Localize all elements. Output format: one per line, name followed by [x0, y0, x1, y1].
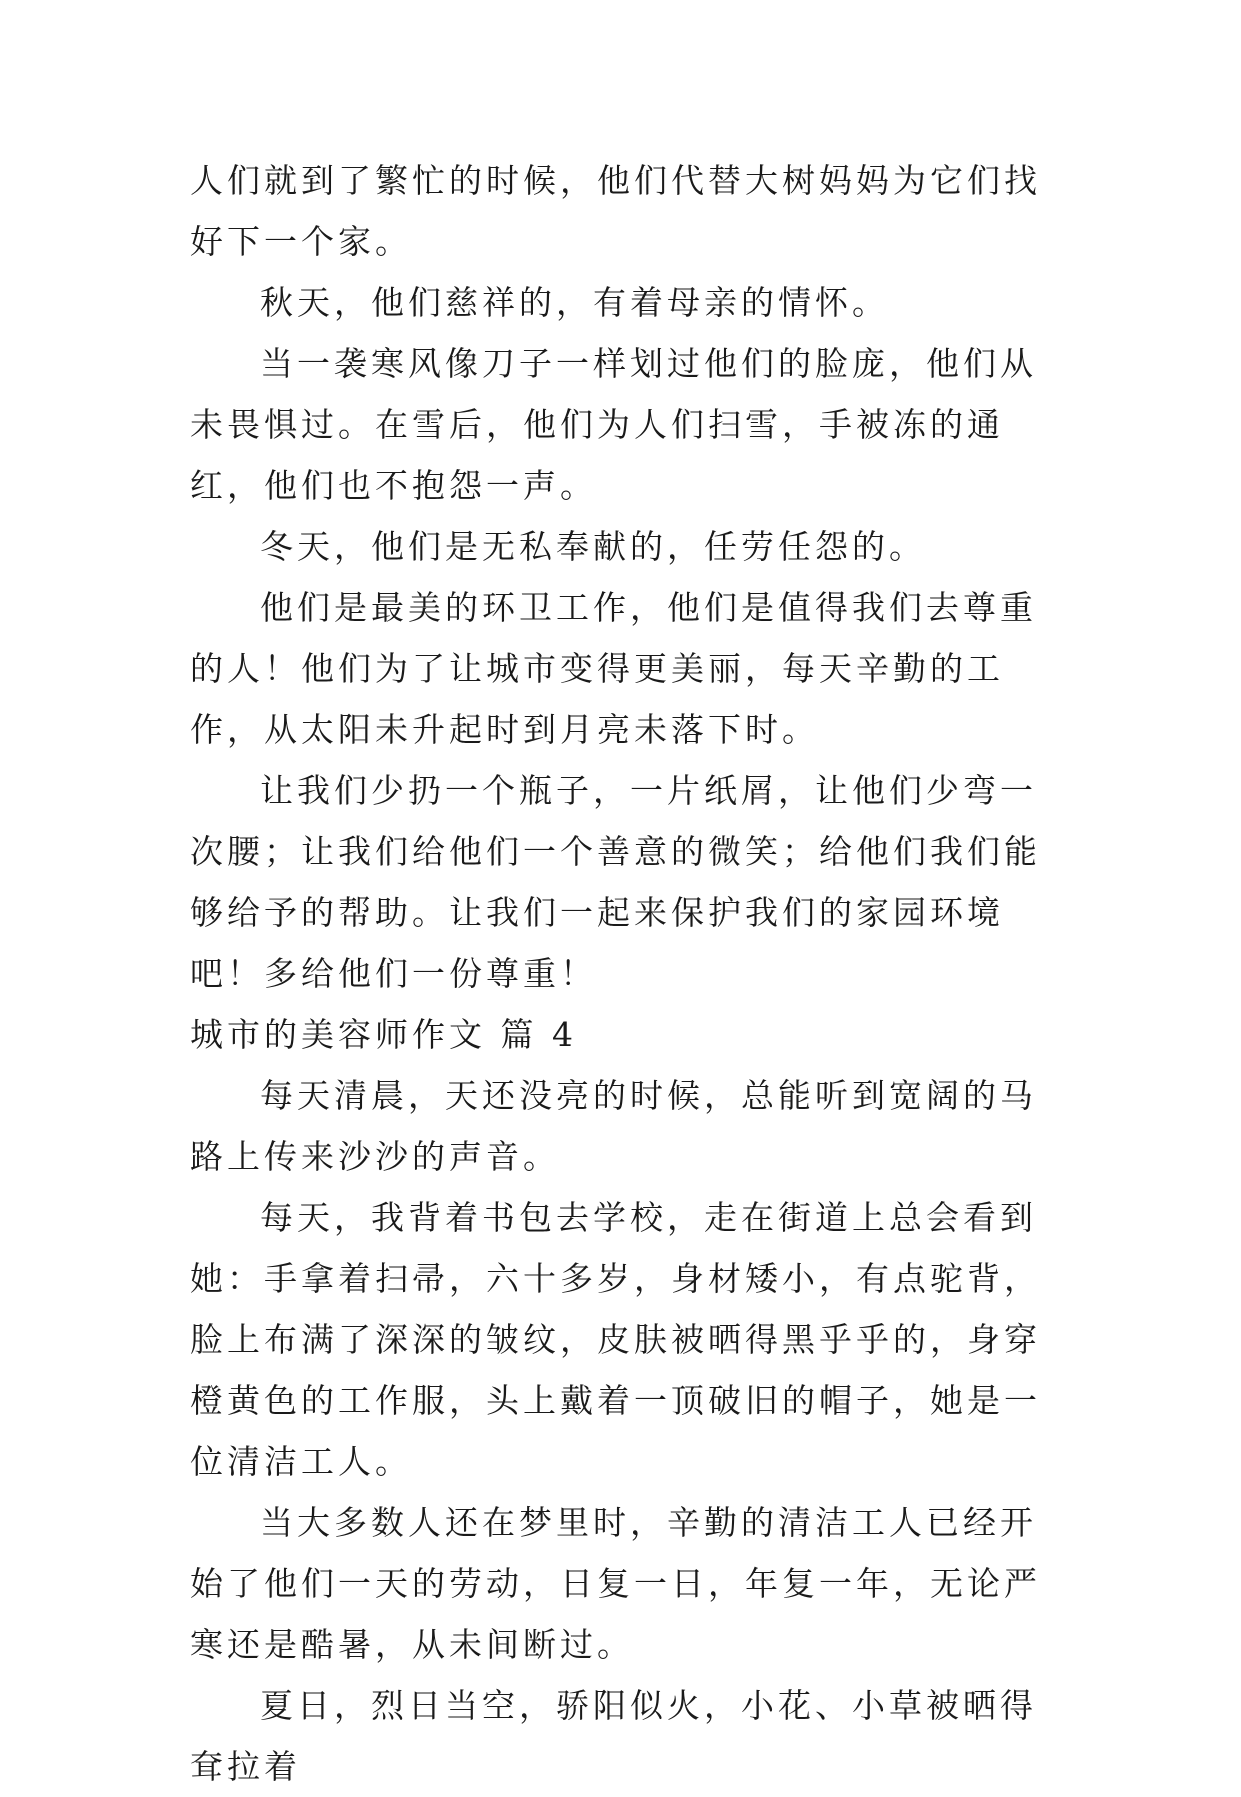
paragraph: 每天，我背着书包去学校，走在街道上总会看到她：手拿着扫帚，六十多岁，身材矮小，有点驼背，脸上布满了深深的皱纹，皮肤被晒得黑乎乎的，身穿橙黄色的工作服，头上戴着一顶破旧的帽子，她是一位清洁工人。: [190, 1198, 1041, 1481]
paragraph: 他们是最美的环卫工作，他们是值得我们去尊重的人！他们为了让城市变得更美丽，每天辛勤的工作，从太阳未升起时到月亮未落下时。: [190, 588, 1037, 749]
paragraph: 人们就到了繁忙的时候，他们代替大树妈妈为它们找好下一个家。: [190, 161, 1041, 261]
paragraph: 秋天，他们慈祥的，有着母亲的情怀。: [260, 283, 889, 322]
paragraph: 当大多数人还在梦里时，辛勤的清洁工人已经开始了他们一天的劳动，日复一日，年复一年，无论严寒还是酷暑，从未间断过。: [190, 1503, 1041, 1664]
paragraph: 夏日，烈日当空，骄阳似火，小花、小草被晒得耷拉着: [190, 1686, 1037, 1786]
document-body: [190, 150, 1070, 1797]
paragraph: 当一袭寒风像刀子一样划过他们的脸庞，他们从未畏惧过。在雪后，他们为人们扫雪，手被冻的通红，他们也不抱怨一声。: [190, 344, 1037, 505]
section-heading: 城市的美容师作文 篇 4: [190, 1015, 577, 1054]
paragraph: 冬天，他们是无私奉献的，任劳任怨的。: [260, 527, 926, 566]
paragraph: 让我们少扔一个瓶子，一片纸屑，让他们少弯一次腰；让我们给他们一个善意的微笑；给他们我们能够给予的帮助。让我们一起来保护我们的家园环境吧！多给他们一份尊重！: [190, 771, 1041, 993]
paragraph: 每天清晨，天还没亮的时候，总能听到宽阔的马路上传来沙沙的声音。: [190, 1076, 1037, 1176]
